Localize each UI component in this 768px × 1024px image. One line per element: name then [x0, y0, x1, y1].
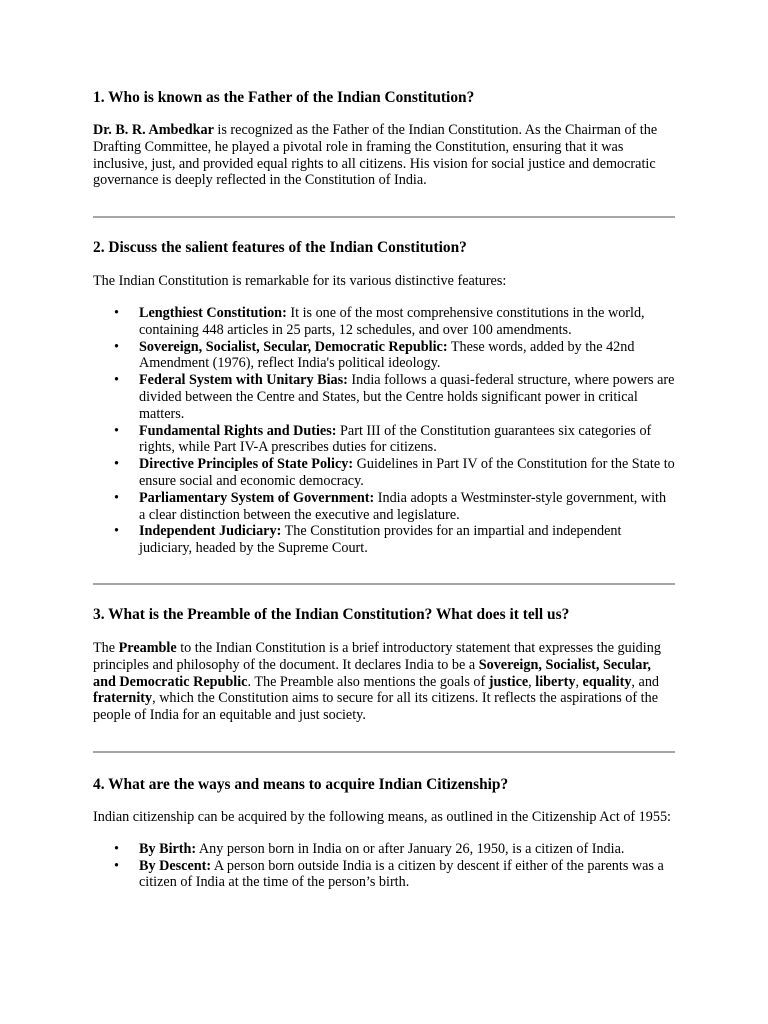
list-item-term: Sovereign, Socialist, Secular, Democratic Republic: [139, 338, 448, 355]
bullet-icon: • [114, 422, 119, 439]
list-item-term: Parliamentary System of Government: [139, 489, 375, 506]
q3-text-1: The [93, 639, 119, 656]
q2-feature-list [93, 305, 675, 557]
list-item-term: Independent Judiciary: [139, 523, 282, 540]
q3-bold-liberty: liberty [535, 673, 576, 690]
q3-text-7: , which the Constitution aims to secure for all its citizens. It reflects the aspirations of the people of India for an equitable and just society. [93, 690, 658, 724]
list-item-desc: It is one of the most comprehensive constitutions in the world, containing 448 articles in 25 parts, 12 schedules, and over 100 amendments. [139, 304, 645, 338]
list-item-term: By Birth: [139, 840, 197, 857]
list-item-term: Directive Principles of State Policy: [139, 456, 354, 473]
section-divider [93, 216, 675, 218]
q3-text-2: to the Indian Constitution is a brief introductory statement that expresses the guiding principles and philosophy of the document. It declares India to be a [93, 639, 661, 673]
q4-means-list [93, 841, 675, 891]
list-item-term: By Descent: [139, 857, 212, 874]
bullet-icon: • [114, 489, 119, 506]
q3-bold-equality: equality [582, 673, 632, 690]
list-item [93, 490, 675, 524]
list-item-term: Lengthiest Constitution: [139, 304, 287, 321]
q3-bold-republic: Sovereign, Socialist, Secular, and Democratic Republic [93, 656, 651, 690]
list-item [93, 372, 675, 422]
section-q4 [93, 775, 675, 891]
q3-text-5: , [575, 673, 583, 690]
document-content [93, 88, 675, 891]
q3-text-4: , [528, 673, 536, 690]
list-item [93, 456, 675, 490]
bullet-icon: • [114, 304, 119, 321]
list-item-term: Fundamental Rights and Duties: [139, 422, 337, 439]
list-item-term: Federal System with Unitary Bias: [139, 372, 348, 389]
list-item-desc: India follows a quasi-federal structure, where powers are divided between the Centre and States, but the Centre holds significant power in critical matters. [139, 372, 675, 422]
q3-text-3: . The Preamble also mentions the goals of [247, 673, 489, 690]
q2-intro: The Indian Constitution is remarkable for its various distinctive features: [93, 273, 507, 290]
q1-answer-text: is recognized as the Father of the Indian Constitution. As the Chairman of the Drafting Committee, he played a pivotal role in framing the Constitution, ensuring that it was inclusive, just, and provided equal rights to all citizens. His vision for social justice and democratic governance is deeply reflected in the Constitution of India. [93, 122, 658, 189]
bullet-icon: • [114, 338, 119, 355]
q3-text-6: , and [631, 673, 660, 690]
list-item [93, 305, 675, 339]
bullet-icon: • [114, 372, 119, 389]
bullet-icon: • [114, 456, 119, 473]
section-divider [93, 751, 675, 753]
list-item-desc: These words, added by the 42nd Amendment (1976), reflect India's political ideology. [139, 338, 635, 372]
list-item [93, 423, 675, 457]
q3-bold-preamble: Preamble [118, 639, 177, 656]
section-q2 [93, 238, 675, 557]
list-item [93, 841, 675, 858]
q1-heading: 1. Who is known as the Father of the Indian Constitution? [93, 89, 475, 106]
q3-bold-justice: justice [488, 673, 529, 690]
section-divider [93, 583, 675, 585]
list-item-desc: Guidelines in Part IV of the Constitution for the State to ensure social and economic democracy. [139, 456, 675, 489]
q3-heading: 3. What is the Preamble of the Indian Constitution? What does it tell us? [93, 605, 570, 623]
list-item-desc: Part III of the Constitution guarantees six categories of rights, while Part IV-A prescribes duties for citizens. [139, 422, 652, 456]
section-q3 [93, 605, 675, 724]
list-item [93, 339, 675, 373]
section-q1 [93, 88, 675, 189]
list-item [93, 523, 675, 557]
q1-answer-bold: Dr. B. R. Ambedkar [93, 122, 214, 138]
list-item-desc: The Constitution provides for an impartial and independent judiciary, headed by the Supreme Court. [139, 523, 622, 557]
q4-intro: Indian citizenship can be acquired by the following means, as outlined in the Citizenship Act of 1955: [93, 808, 672, 825]
q4-heading: 4. What are the ways and means to acquire Indian Citizenship? [93, 775, 509, 793]
q2-heading: 2. Discuss the salient features of the Indian Constitution? [93, 239, 467, 257]
q3-bold-fraternity: fraternity [93, 690, 153, 707]
bullet-icon: • [114, 523, 119, 540]
bullet-icon: • [114, 857, 119, 874]
list-item-desc: A person born outside India is a citizen by descent if either of the parents was a citizen of India at the time of the person’s birth. [139, 857, 664, 891]
q3-answer [93, 640, 675, 724]
list-item-desc: India adopts a Westminster-style government, with a clear distinction between the executive and legislature. [139, 489, 667, 523]
list-item-desc: Any person born in India on or after January 26, 1950, is a citizen of India. [196, 840, 625, 857]
q1-answer [93, 122, 675, 189]
list-item [93, 858, 675, 892]
bullet-icon: • [114, 840, 119, 857]
